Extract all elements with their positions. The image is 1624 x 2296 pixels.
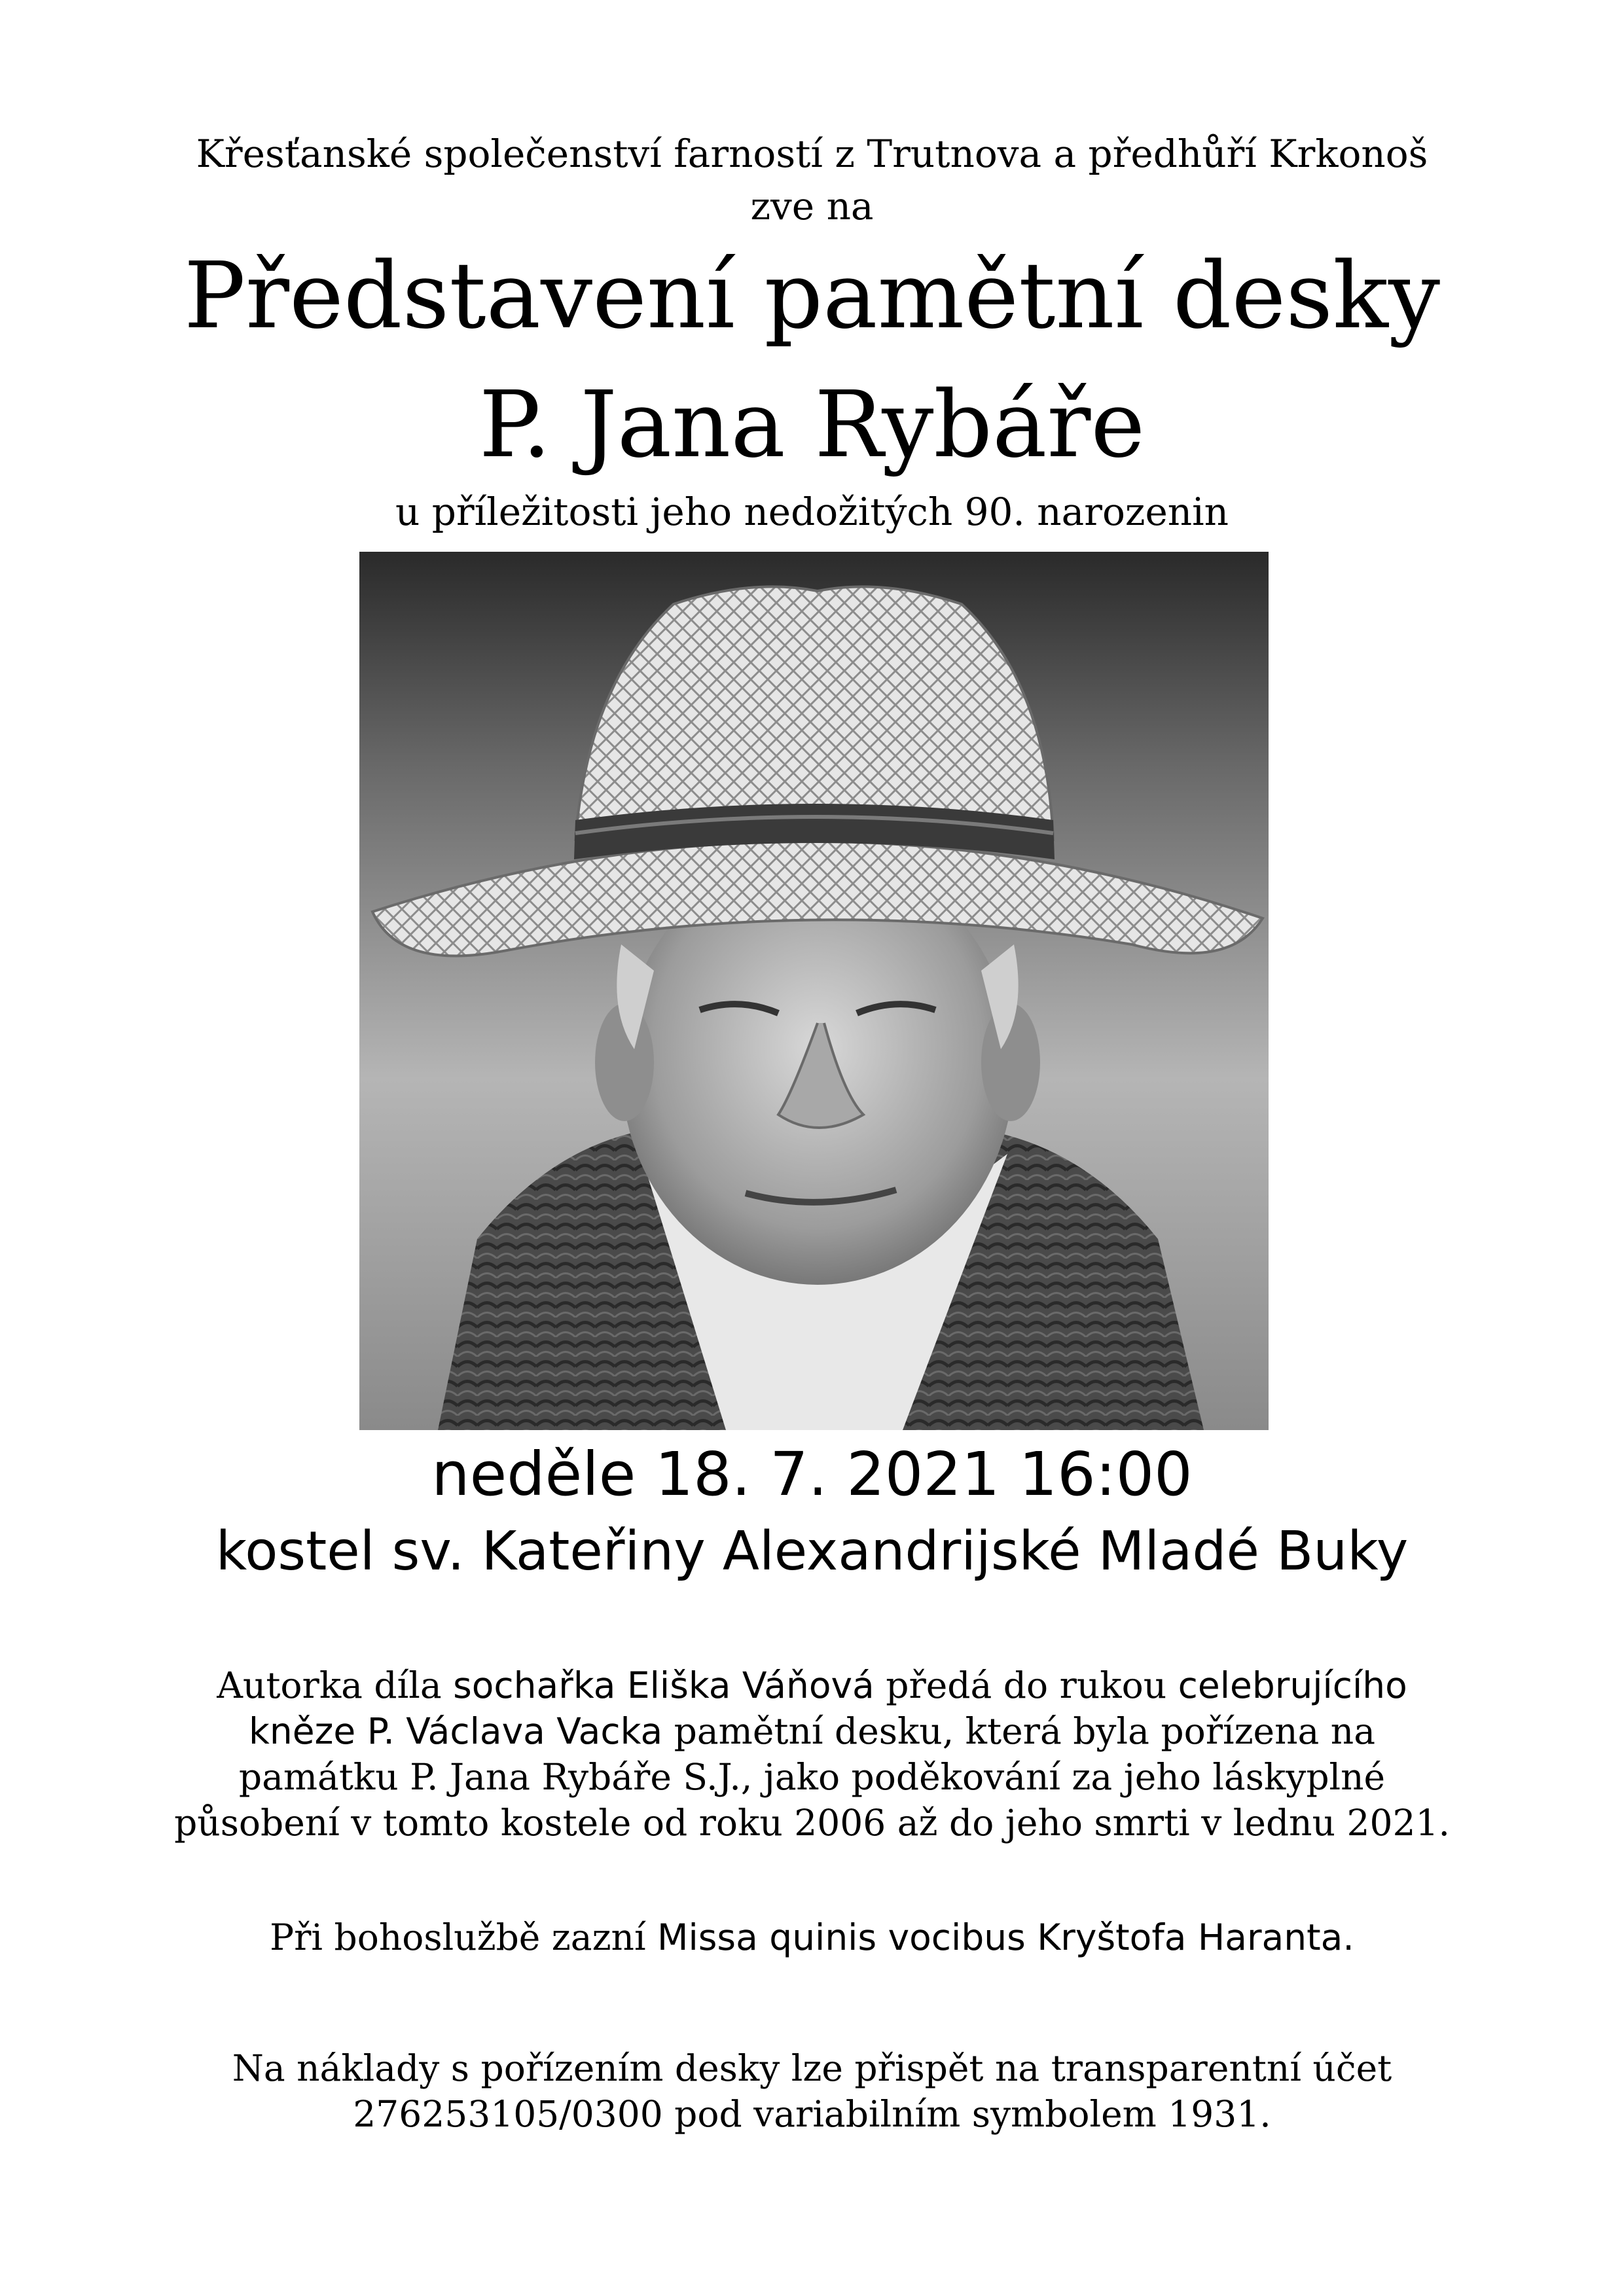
event-datetime: neděle 18. 7. 2021 16:00 [431,1439,1193,1509]
text-run: Autorka díla [217,1664,454,1706]
paragraph-line [0,1662,1624,1708]
organizer-line: Křesťanské společenství farností z Trutnova a předhůří Krkonoš [196,132,1428,176]
bank-account-line: 276253105/0300 pod variabilním symbolem 1931. [353,2093,1271,2135]
celebrant-name: kněze P. Václava Vacka [248,1710,663,1752]
text-run: pamětní desku, která byla pořízena na [662,1710,1376,1752]
paragraph-line [0,1914,1624,1960]
sculptor-name: sochařka Eliška Váňová [453,1664,875,1706]
paragraph-description [0,1662,1624,1846]
invites-line: zve na [750,184,874,228]
paragraph-line: působení v tomto kostele od roku 2006 až do jeho smrti v lednu 2021. [174,1802,1450,1844]
paragraph-line: Na náklady s pořízením desky lze přispět na transparentní účet [232,2047,1392,2089]
paragraph-donation [0,2045,1624,2137]
paragraph-line: památku P. Jana Rybáře S.J., jako poděkování za jeho láskyplné [238,1756,1386,1798]
title-line-1: Představení pamětní desky [183,243,1441,350]
portrait-photo [359,552,1269,1430]
mass-title: Missa quinis vocibus Kryštofa Haranta. [657,1916,1354,1958]
paragraph-line [0,1708,1624,1754]
celebrant-label: celebrujícího [1178,1664,1407,1706]
portrait-photo-icon [359,552,1269,1430]
occasion-line: u příležitosti jeho nedožitých 90. narozenin [395,490,1229,534]
event-place: kostel sv. Kateřiny Alexandrijské Mladé Buky [215,1520,1409,1583]
text-run: předá do rukou [874,1664,1178,1706]
text-run: Při bohoslužbě zazní [270,1916,658,1958]
paragraph-mass [0,1914,1624,1960]
title-line-2: P. Jana Rybáře [478,372,1146,478]
